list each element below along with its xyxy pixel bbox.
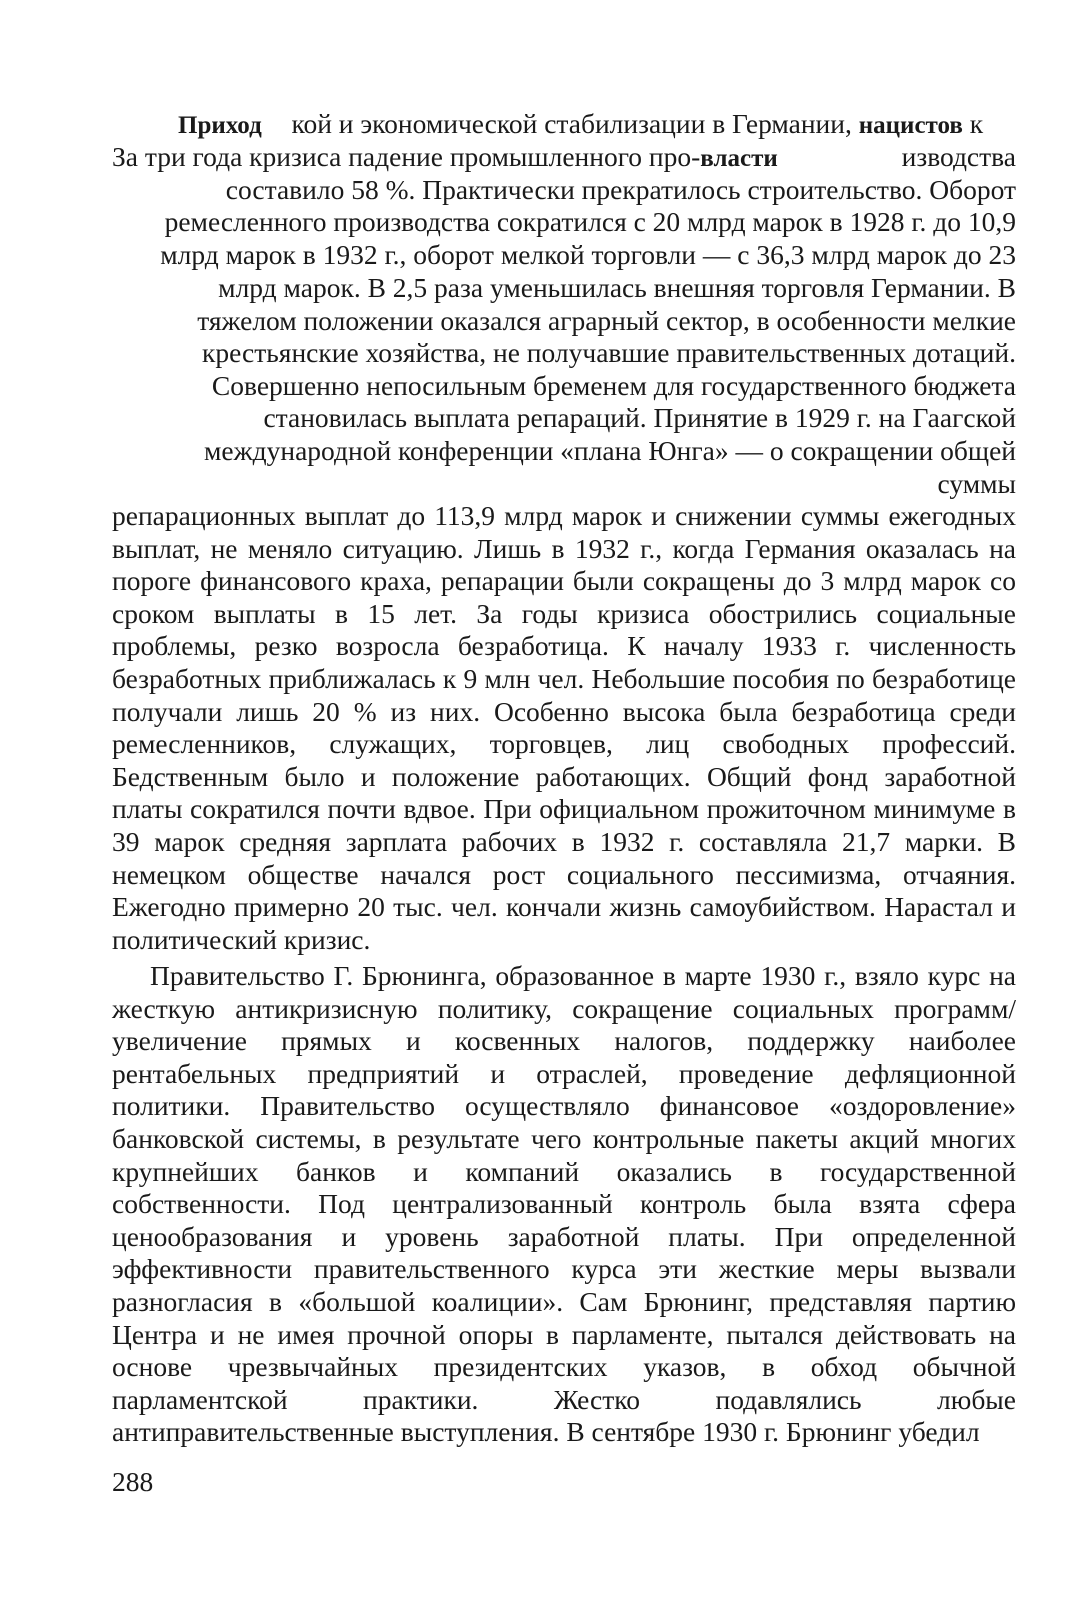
heading-line-1 [178, 108, 983, 142]
body-paragraph-2: Правительство Г. Брюнинга, образованное в марте 1930 г., взяло курс на жесткую антикризисную политику, сокращение социальных программ/увеличение прямых и косвенных налогов, поддержку наиболее рентабельных предприятий и отраслей, проведение дефляционной политики. Правительство осуществляло финансовое «оздоровление» банковской системы, в результате чего контрольные пакеты акций многих крупнейших банков и компаний оказались в государственной собственности. Под централизованный контроль была взята сфера ценообразования и уровень заработной платы. При определенной эффективности правительственного курса эти жесткие меры вызвали разногласия в «большой коалиции». Сам Брюнинг, представляя партию Центра и не имея прочной опоры в парламенте, пытался действовать на основе чрезвычайных президентских указов, в обход обычной парламентской практики. Жестко подавлялись любые антиправительственные выступления. В сентябре 1930 г. Брюнинг убедил [112, 960, 1016, 1448]
heading-line2-bold: власти [700, 145, 778, 172]
intro-line: становилась выплата репараций. Принятие в 1929 г. на Гаагской [263, 402, 1016, 433]
intro-line: крестьянские хозяйства, не получавшие правительственных дотаций. [202, 337, 1016, 368]
intro-line: ремесленного производства сократился с 20 млрд марок в 1928 г. до 10,9 [164, 206, 1016, 237]
intro-line: Совершенно непосильным бременем для государственного бюджета [211, 370, 1016, 401]
intro-line: составило 58 %. Практически прекратилось строительство. Оборот [225, 174, 1016, 205]
heading-end: к [969, 108, 984, 139]
heading-line-2 [112, 141, 778, 175]
intro-line: млрд марок в 1932 г., оборот мелкой торговли — с 36,3 млрд марок до 23 [160, 239, 1016, 270]
intro-line: международной конференции «плана Юнга» — о сокращении общей [204, 435, 1016, 466]
heading-text: кой и экономической стабилизации в Германии, [291, 108, 852, 139]
body-paragraph-1: репарационных выплат до 113,9 млрд марок и снижении суммы ежегодных выплат, не меняло ситуацию. Лишь в 1932 г., когда Германия оказалась на пороге финансового краха, репарации были сокращены до 3 млрд марок со сроком выплаты в 15 лет. За годы кризиса обострились социальные проблемы, резко возросла безработица. К началу 1933 г. численность безработных приближалась к 9 млн чел. Небольшие пособия по безработице получали лишь 20 % из них. Особенно высока была безработица среди ремесленников, служащих, торговцев, лиц свободных профессий. Бедственным было и положение работающих. Общий фонд заработной платы сократился почти вдвое. При официальном прожиточном минимуме в 39 марок средняя зарплата рабочих в 1932 г. составляла 21,7 марки. В немецком обществе начался рост социального пессимизма, отчаяния. Ежегодно примерно 20 тыс. чел. кончали жизнь самоубийством. Нарастал и политический кризис. [112, 500, 1016, 955]
intro-line: суммы [937, 468, 1016, 499]
intro-line: тяжелом положении оказался аграрный сектор, в особенности мелкие [197, 305, 1016, 336]
intro-line: млрд марок. В 2,5 раза уменьшилась внешняя торговля Германии. В [218, 272, 1016, 303]
heading-line-2-end: изводства [901, 141, 1016, 172]
heading-line2-text: За три года кризиса падение промышленного про- [112, 141, 701, 172]
heading-bold-suffix: нацистов [858, 112, 963, 139]
page-number: 288 [112, 1466, 154, 1497]
heading-bold-prefix: Приход [178, 112, 262, 139]
